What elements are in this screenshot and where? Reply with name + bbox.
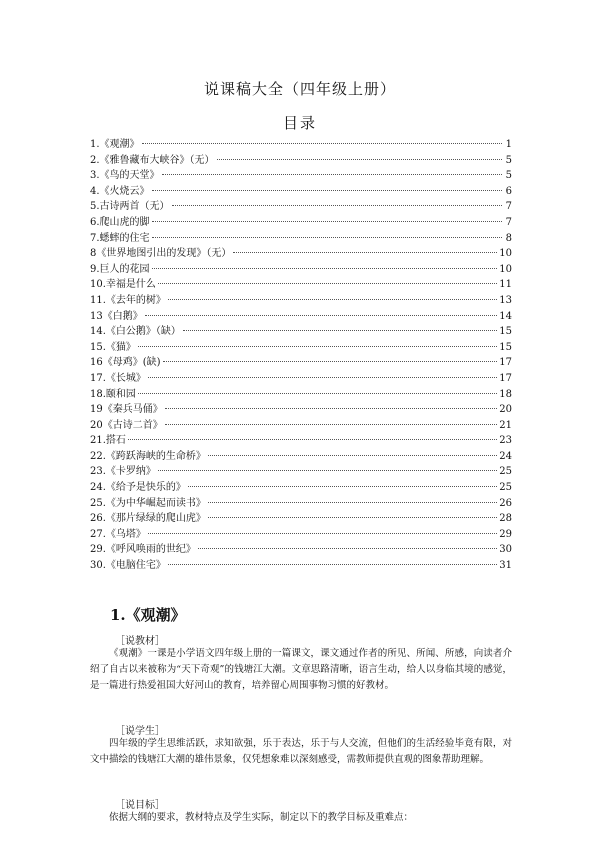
toc-entry[interactable] (90, 558, 512, 574)
block-label-textbook: ［说教材］ (115, 636, 165, 647)
toc-entry[interactable] (90, 168, 512, 184)
block-text-students: 四年级的学生思维活跃，求知欲强，乐于表达，乐于与人交流，但他们的生活经验毕竟有限，对文中描绘的钱塘江大潮的雄伟景象，仅凭想象难以深刻感受，需教师提供直观的图象帮助理解。 (90, 738, 512, 765)
toc-entry-title: 21.搭石 (90, 435, 126, 447)
toc-leader-dots (208, 517, 497, 518)
toc-entry[interactable] (90, 542, 512, 558)
toc-leader-dots (198, 548, 497, 549)
toc-entry-title: 9.巨人的花园 (90, 263, 150, 275)
toc-leader-dots (217, 159, 502, 160)
toc-leader-dots (163, 361, 498, 362)
toc-entry[interactable] (90, 309, 512, 325)
toc-entry-title: 6.爬山虎的脚 (90, 216, 150, 228)
toc-entry-title: 11.《去年的树》 (90, 294, 166, 306)
toc-entry-title: 27.《乌塔》 (90, 528, 146, 540)
toc-entry-page: 5 (505, 154, 512, 166)
toc-entry-title: 17.《长城》 (90, 372, 146, 384)
toc-leader-dots (188, 486, 497, 487)
toc-entry-title: 30.《电脑住宅》 (90, 560, 166, 572)
toc-entry[interactable] (90, 449, 512, 465)
toc-entry-page: 7 (505, 216, 512, 228)
toc-entry-title: 3.《鸟的天堂》 (90, 170, 160, 182)
toc-leader-dots (152, 268, 498, 269)
toc-leader-dots (145, 315, 498, 316)
toc-entry-title: 2.《雅鲁藏布大峡谷》（无） (90, 154, 215, 166)
toc-entry-title: 22.《跨跃海峡的生命桥》 (90, 450, 206, 462)
section-title: 1.《观潮》 (110, 606, 186, 624)
toc-entry-page: 17 (499, 372, 512, 384)
toc-entry-page: 25 (499, 482, 512, 494)
toc-entry[interactable] (90, 511, 512, 527)
toc-entry[interactable] (90, 277, 512, 293)
toc-entry-page: 15 (499, 341, 512, 353)
toc-leader-dots (158, 283, 497, 284)
document-title: 说课稿大全（四年级上册） (203, 80, 396, 98)
toc-entry-page: 10 (499, 263, 512, 275)
toc-entry-page: 28 (499, 513, 512, 525)
toc-entry[interactable] (90, 340, 512, 356)
toc-entry[interactable] (90, 246, 512, 262)
toc-entry-title: 16《母鸡》(缺) (90, 357, 161, 369)
toc-leader-dots (158, 470, 497, 471)
toc-entry-title: 20《古诗二首》 (90, 419, 163, 431)
toc-entry[interactable] (90, 433, 512, 449)
toc-entry[interactable] (90, 387, 512, 403)
toc-entry-title: 24.《给予是快乐的》 (90, 482, 186, 494)
toc-entry[interactable] (90, 184, 512, 200)
toc-leader-dots (165, 424, 498, 425)
toc-entry-title: 10.幸福是什么 (90, 279, 156, 291)
toc-entry-page: 11 (499, 279, 512, 291)
toc-entry[interactable] (90, 293, 512, 309)
toc-leader-dots (152, 237, 502, 238)
toc-entry-title: 15.《猫》 (90, 341, 136, 353)
toc-leader-dots (233, 252, 497, 253)
toc-entry-page: 5 (505, 170, 512, 182)
toc-entry-page: 13 (499, 294, 512, 306)
toc-entry-title: 19《秦兵马俑》 (90, 404, 163, 416)
toc-leader-dots (208, 502, 497, 503)
toc-entry-page: 31 (499, 560, 512, 572)
block-text-textbook: 《观潮》一课是小学语文四年级上册的一篇课文，课文通过作者的所见、所闻、所感，向读者介绍了自古以来被称为“天下奇观”的钱塘江大潮。文章思路清晰，语言生动，给人以身临其境的感觉，是一篇进行热爱祖国大好河山的教育，培养留心周围事物习惯的好教材。 (90, 648, 512, 691)
toc-entry[interactable] (90, 496, 512, 512)
toc-entry[interactable] (90, 137, 512, 153)
toc-entry[interactable] (90, 418, 512, 434)
toc-entry[interactable] (90, 402, 512, 418)
toc-entry-title: 25.《为中华崛起而读书》 (90, 497, 206, 509)
toc-entry[interactable] (90, 324, 512, 340)
toc-entry-page: 17 (499, 357, 512, 369)
toc-entry-title: 23.《卡罗纳》 (90, 466, 156, 478)
toc-entry-page: 29 (499, 528, 512, 540)
toc-entry-title: 18.颐和园 (90, 388, 136, 400)
toc-entry[interactable] (90, 371, 512, 387)
toc-entry[interactable] (90, 464, 512, 480)
toc-entry-page: 23 (499, 435, 512, 447)
toc-leader-dots (208, 455, 497, 456)
toc-entry[interactable] (90, 215, 512, 231)
toc-entry-title: 8《世界地图引出的发现》（无） (90, 248, 232, 260)
toc-leader-dots (142, 143, 502, 144)
toc-entry-page: 18 (499, 388, 512, 400)
toc-leader-dots (128, 439, 497, 440)
toc-entry[interactable] (90, 262, 512, 278)
toc-entry-page: 20 (499, 404, 512, 416)
toc-entry[interactable] (90, 231, 512, 247)
toc-heading: 目录 (282, 114, 317, 132)
toc-leader-dots (148, 377, 497, 378)
toc-entry-page: 21 (499, 419, 512, 431)
toc-entry-page: 14 (499, 310, 512, 322)
toc-entry[interactable] (90, 153, 512, 169)
toc-leader-dots (138, 393, 497, 394)
toc-entry-title: 7.蟋蟀的住宅 (90, 232, 150, 244)
table-of-contents (90, 137, 512, 574)
toc-leader-dots (168, 299, 497, 300)
toc-entry-title: 26.《那片绿绿的爬山虎》 (90, 513, 206, 525)
toc-leader-dots (148, 533, 497, 534)
toc-leader-dots (172, 205, 502, 206)
toc-entry-page: 7 (505, 201, 512, 213)
toc-entry-page: 24 (499, 450, 512, 462)
toc-leader-dots (162, 174, 502, 175)
toc-entry-page: 26 (499, 497, 512, 509)
toc-entry[interactable] (90, 355, 512, 371)
toc-entry-page: 6 (505, 185, 512, 197)
toc-entry[interactable] (90, 480, 512, 496)
toc-entry-title: 13《白鹅》 (90, 310, 143, 322)
toc-leader-dots (183, 330, 497, 331)
toc-leader-dots (168, 564, 497, 565)
toc-entry[interactable] (90, 527, 512, 543)
toc-entry-title: 29.《呼风唤雨的世纪》 (90, 544, 196, 556)
toc-entry-title: 5.古诗两首（无） (90, 201, 170, 213)
toc-entry[interactable] (90, 199, 512, 215)
toc-entry-title: 1.《观潮》 (90, 139, 140, 150)
block-label-students: ［说学生］ (115, 726, 165, 737)
toc-entry-page: 25 (499, 466, 512, 478)
toc-entry-title: 14.《白公鹅》（缺） (90, 326, 181, 338)
toc-entry-page: 1 (505, 139, 512, 150)
toc-entry-page: 10 (499, 248, 512, 260)
toc-leader-dots (152, 221, 502, 222)
block-label-goals: ［说目标］ (115, 800, 165, 811)
toc-leader-dots (152, 190, 502, 191)
toc-entry-page: 8 (505, 232, 512, 244)
toc-entry-page: 15 (499, 326, 512, 338)
toc-leader-dots (138, 346, 497, 347)
block-text-goals: 依据大纲的要求，教材特点及学生实际，制定以下的教学目标及重难点： (109, 812, 414, 823)
toc-leader-dots (165, 408, 498, 409)
toc-entry-title: 4.《火烧云》 (90, 185, 150, 197)
toc-entry-page: 30 (499, 544, 512, 556)
